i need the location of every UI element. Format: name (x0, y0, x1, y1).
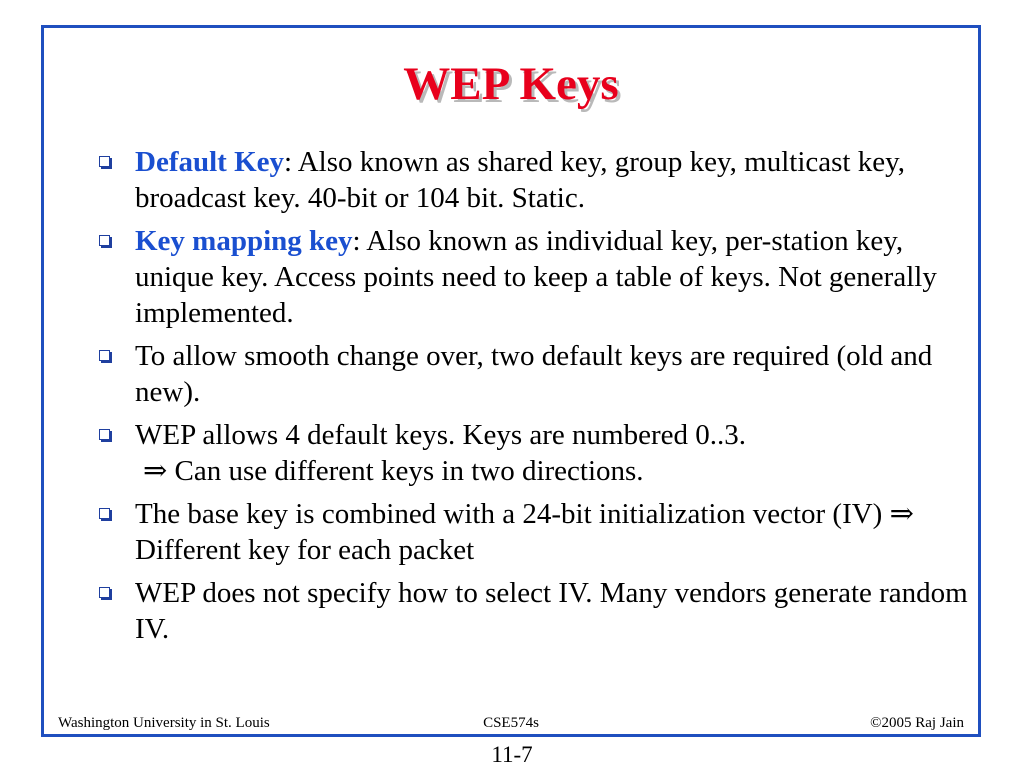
bullet-item-default-keys-required (95, 338, 970, 410)
bullet-text: : Also known as individual key, per-station key, unique key. Access points need to keep a table of keys. Not generally implemented. (135, 225, 937, 329)
slide-title: WEP Keys (403, 58, 619, 110)
footer-copyright: ©2005 Raj Jain (870, 715, 964, 731)
bullet-text: The base key is combined with a 24-bit initialization vector (IV) ⇒ Different key for each packet (135, 498, 914, 566)
bullet-item-default-key (95, 144, 970, 216)
bullet-text: : Also known as shared key, group key, multicast key, broadcast key. 40-bit or 104 bit. Static. (135, 146, 905, 214)
square-bullet-icon (99, 350, 110, 361)
square-bullet-icon (99, 587, 110, 598)
footer-course: CSE574s (483, 715, 539, 731)
slide-frame (41, 25, 981, 737)
bullet-item-initialization-vector (95, 496, 970, 568)
square-bullet-icon (99, 235, 110, 246)
bullet-term: Key mapping key (135, 225, 353, 257)
bullet-text: WEP does not specify how to select IV. Many vendors generate random IV. (135, 577, 968, 645)
page-number: 11-7 (491, 742, 533, 767)
slide-footer (58, 712, 964, 732)
square-bullet-icon (99, 429, 110, 440)
bullet-item-four-default-keys (95, 417, 970, 489)
bullet-subtext: ⇒ Can use different keys in two directions. (143, 455, 644, 487)
bullet-item-key-mapping-key (95, 223, 970, 331)
square-bullet-icon (99, 508, 110, 519)
bullet-item-iv-selection (95, 575, 970, 647)
bullet-text: To allow smooth change over, two default keys are required (old and new). (135, 340, 933, 408)
footer-institution: Washington University in St. Louis (58, 715, 270, 731)
square-bullet-icon (99, 156, 110, 167)
bullet-text: WEP allows 4 default keys. Keys are numbered 0..3. (135, 419, 746, 451)
bullet-term: Default Key (135, 146, 284, 178)
bullet-list (95, 144, 970, 654)
